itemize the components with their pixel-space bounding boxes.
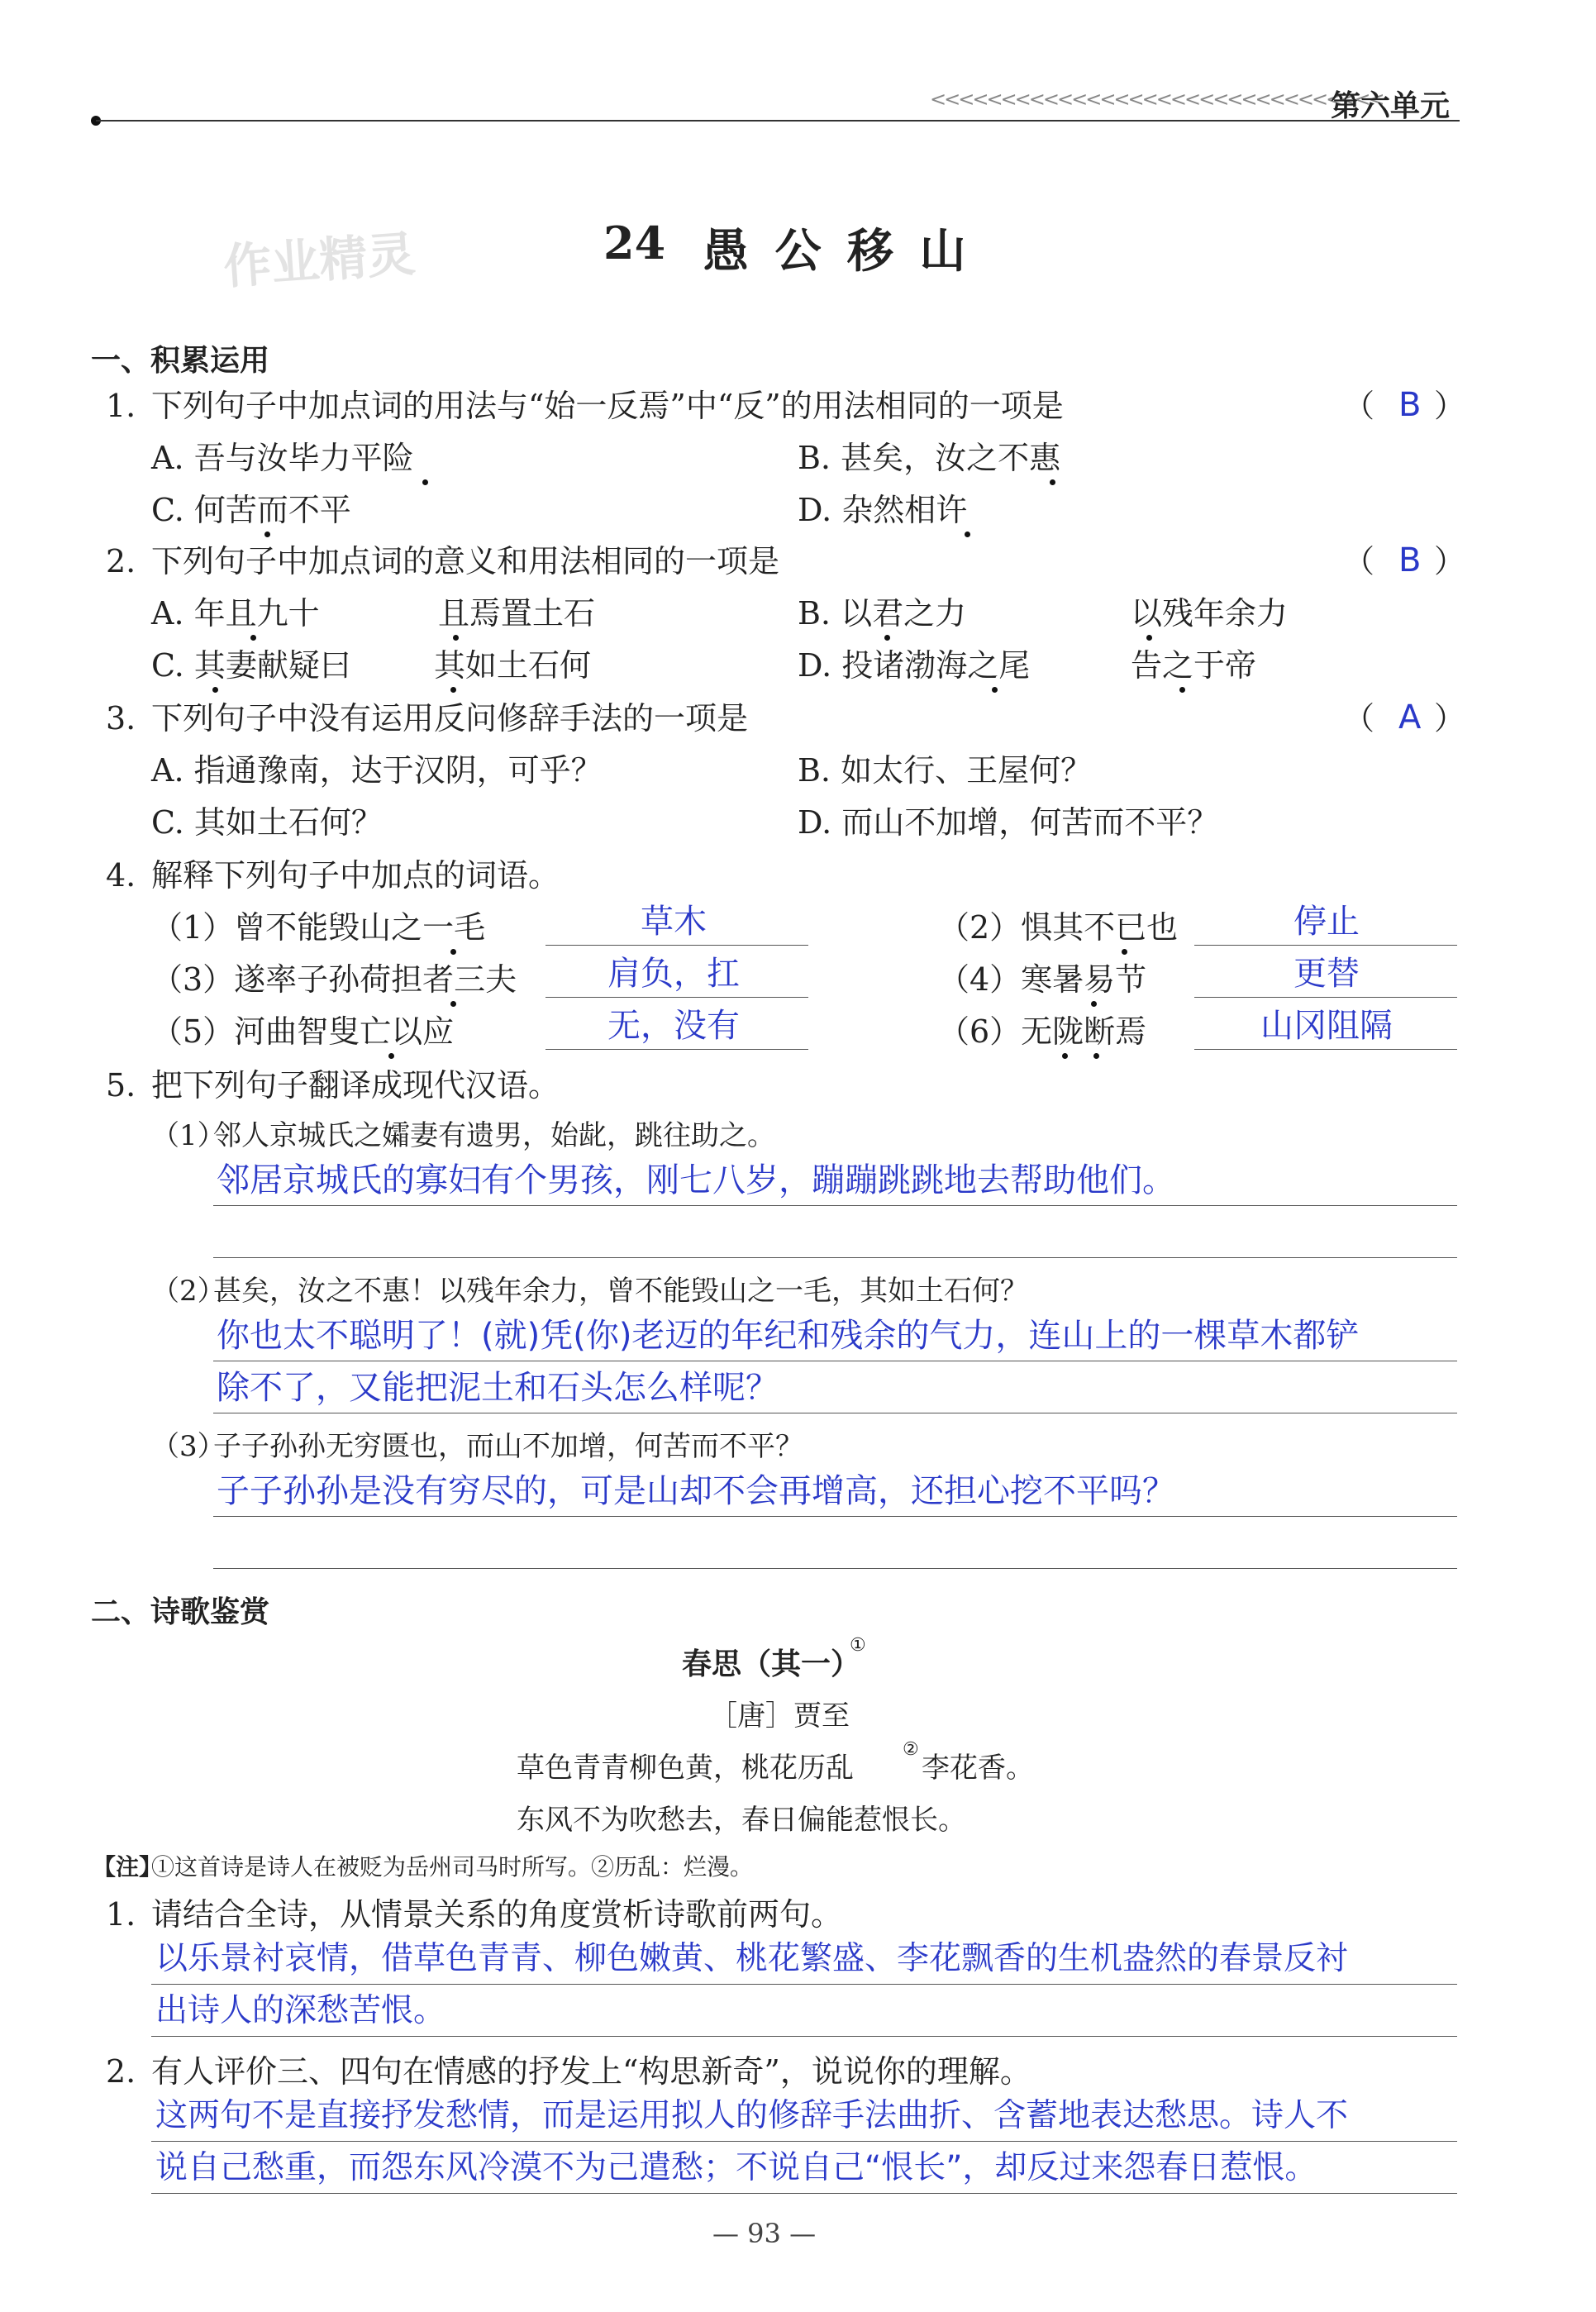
note-text: ①这首诗是诗人在被贬为岳州司马时所写。②历乱：烂漫。 bbox=[151, 1853, 754, 1881]
q2-option-a-1: A. 年且九十 bbox=[151, 595, 320, 632]
emphasis-dot bbox=[992, 687, 998, 693]
answer-line bbox=[1194, 997, 1457, 998]
lesson-number: 24 bbox=[603, 217, 666, 269]
q5-item-1-label: （1） bbox=[151, 1119, 226, 1152]
q1-option-a: A. 吾与汝毕力平险 bbox=[151, 440, 414, 476]
q5-item-1-answer: 邻居京城氏的寡妇有个男孩，刚七八岁，蹦蹦跳跳地去帮助他们。 bbox=[217, 1161, 1175, 1199]
q4-item-1-label: （1）曾不能毁山之一毛 bbox=[151, 909, 486, 946]
q5-number: 5. bbox=[106, 1067, 136, 1104]
s2-q2-answer-line2: 说自己愁重，而怨东风冷漠不为己遣愁；不说自己“恨长”，却反过来怨春日惹恨。 bbox=[155, 2149, 1317, 2186]
s2-q1-number: 1. bbox=[106, 1896, 136, 1933]
q4-item-3-label: （3）遂率子孙荷担者三夫 bbox=[151, 961, 517, 998]
q2-option-c-2: 其如土石何 bbox=[434, 647, 592, 684]
q3-option-d: D. 而山不加增，何苦而不平？ bbox=[798, 804, 1219, 841]
s2-q2-number: 2. bbox=[106, 2053, 136, 2090]
unit-label: 第六单元 bbox=[1331, 89, 1451, 123]
q1-bracket-close: ） bbox=[1434, 388, 1466, 424]
emphasis-dot bbox=[453, 635, 459, 641]
emphasis-dot bbox=[388, 1053, 394, 1059]
q1-answer: B bbox=[1398, 386, 1422, 424]
answer-line bbox=[151, 1984, 1457, 1985]
poem-line-1-note: ② bbox=[903, 1739, 919, 1760]
answer-line bbox=[1194, 1049, 1457, 1050]
q4-item-1-answer: 草木 bbox=[641, 903, 707, 941]
poem-title: 春思（其一） bbox=[682, 1647, 861, 1681]
q2-option-b-1: B. 以君之力 bbox=[798, 595, 967, 632]
q3-option-c: C. 其如土石何？ bbox=[151, 804, 383, 841]
answer-line bbox=[545, 1049, 808, 1050]
q3-number: 3. bbox=[106, 700, 136, 737]
poem-line-2: 东风不为吹愁去，春日偏能惹恨长。 bbox=[517, 1804, 966, 1837]
q5-item-2-label: （2） bbox=[151, 1275, 226, 1308]
q4-item-4-answer: 更替 bbox=[1293, 955, 1360, 993]
q4-item-2-label: （2）惧其不已也 bbox=[938, 909, 1179, 946]
q2-stem: 下列句子中加点词的意义和用法相同的一项是 bbox=[151, 543, 780, 579]
emphasis-dot bbox=[422, 479, 428, 485]
q5-item-3-text: 子子孙孙无穷匮也，而山不加增，何苦而不平？ bbox=[213, 1430, 803, 1463]
answer-line bbox=[545, 997, 808, 998]
q4-item-3-answer: 肩负，扛 bbox=[607, 955, 740, 993]
q3-answer: A bbox=[1398, 698, 1422, 737]
s2-q1-answer-line1: 以乐景衬哀情，借草色青青、柳色嫩黄、桃花繁盛、李花飘香的生机盎然的春景反衬 bbox=[155, 1940, 1349, 1977]
header-rule bbox=[96, 120, 1460, 122]
q4-item-4-label: （4）寒暑易节 bbox=[938, 961, 1147, 998]
emphasis-dot bbox=[450, 1001, 456, 1007]
q4-number: 4. bbox=[106, 857, 136, 894]
q5-item-3-answer: 子子孙孙是没有穷尽的，可是山却不会再增高，还担心挖不平吗？ bbox=[217, 1472, 1175, 1510]
s2-q1-stem: 请结合全诗，从情景关系的角度赏析诗歌前两句。 bbox=[151, 1896, 843, 1933]
q4-item-2-answer: 停止 bbox=[1293, 903, 1360, 941]
q1-option-d: D. 杂然相许 bbox=[798, 492, 968, 528]
q3-bracket-open: （ bbox=[1343, 700, 1375, 737]
section-heading-2: 二、诗歌鉴赏 bbox=[91, 1595, 270, 1629]
emphasis-dot bbox=[1091, 1001, 1097, 1007]
emphasis-dot bbox=[264, 532, 270, 537]
emphasis-dot bbox=[1093, 1053, 1099, 1059]
q1-option-c: C. 何苦而不平 bbox=[151, 492, 351, 528]
q2-bracket-open: （ bbox=[1343, 543, 1375, 579]
q2-option-b-2: 以残年余力 bbox=[1131, 595, 1289, 632]
emphasis-dot bbox=[1062, 1053, 1068, 1059]
q2-option-d-2: 告之于帝 bbox=[1131, 647, 1257, 684]
watermark: 作业精灵 bbox=[222, 225, 417, 295]
q3-option-b: B. 如太行、王屋何？ bbox=[798, 752, 1093, 789]
q5-item-1-text: 邻人京城氏之孀妻有遗男，始龀，跳往助之。 bbox=[213, 1119, 775, 1152]
answer-line bbox=[151, 2193, 1457, 2194]
poem-author: ［唐］贾至 bbox=[709, 1699, 850, 1733]
s2-q1-answer-line2: 出诗人的深愁苦恨。 bbox=[155, 1992, 446, 2029]
poem-line-1b: 李花香。 bbox=[922, 1752, 1034, 1785]
q5-stem: 把下列句子翻译成现代汉语。 bbox=[151, 1067, 560, 1104]
emphasis-dot bbox=[450, 687, 456, 693]
answer-line bbox=[213, 1568, 1457, 1569]
emphasis-dot bbox=[965, 532, 970, 537]
emphasis-dot bbox=[212, 687, 218, 693]
answer-line bbox=[213, 1205, 1457, 1206]
page-number: — 93 — bbox=[712, 2218, 817, 2249]
q4-item-5-label: （5）河曲智叟亡以应 bbox=[151, 1013, 455, 1050]
answer-line bbox=[213, 1257, 1457, 1258]
q5-item-2-answer-line1: 你也太不聪明了！(就)凭(你)老迈的年纪和残余的气力，连山上的一棵草木都铲 bbox=[217, 1317, 1360, 1355]
q2-option-c-1: C. 其妻献疑曰 bbox=[151, 647, 351, 684]
q2-option-a-2: 且焉置土石 bbox=[438, 595, 596, 632]
answer-line bbox=[151, 2036, 1457, 2037]
emphasis-dot bbox=[884, 635, 890, 641]
s2-q2-stem: 有人评价三、四句在情感的抒发上“构思新奇”，说说你的理解。 bbox=[151, 2053, 1031, 2090]
q2-option-d-1: D. 投诸渤海之尾 bbox=[798, 647, 1031, 684]
poem-title-note: ① bbox=[850, 1635, 866, 1656]
s2-q2-answer-line1: 这两句不是直接抒发愁情，而是运用拟人的修辞手法曲折、含蓄地表达愁思。诗人不 bbox=[155, 2097, 1349, 2134]
answer-line bbox=[1194, 945, 1457, 946]
q3-stem: 下列句子中没有运用反问修辞手法的一项是 bbox=[151, 700, 749, 737]
q2-bracket-close: ） bbox=[1434, 543, 1466, 579]
emphasis-dot bbox=[1179, 687, 1185, 693]
answer-line bbox=[213, 1516, 1457, 1517]
q2-answer: B bbox=[1398, 541, 1422, 579]
answer-line bbox=[151, 2141, 1457, 2142]
q5-item-2-text: 甚矣，汝之不惠！以残年余力，曾不能毁山之一毛，其如土石何？ bbox=[213, 1275, 1028, 1308]
q5-item-3-label: （3） bbox=[151, 1430, 226, 1463]
q4-item-6-answer: 山冈阻隔 bbox=[1260, 1007, 1393, 1045]
poem-line-1a: 草色青青柳色黄，桃花历乱 bbox=[517, 1752, 854, 1785]
q1-option-b: B. 甚矣，汝之不惠 bbox=[798, 440, 1061, 476]
emphasis-dot bbox=[450, 949, 456, 955]
q2-number: 2. bbox=[106, 543, 136, 579]
q5-item-2-answer-line2: 除不了，又能把泥土和石头怎么样呢？ bbox=[217, 1369, 779, 1407]
q4-item-5-answer: 无，没有 bbox=[607, 1007, 740, 1045]
q3-bracket-close: ） bbox=[1434, 700, 1466, 737]
emphasis-dot bbox=[250, 635, 256, 641]
q3-option-a: A. 指通豫南，达于汉阴，可乎？ bbox=[151, 752, 603, 789]
q1-number: 1. bbox=[106, 388, 136, 424]
q4-stem: 解释下列句子中加点的词语。 bbox=[151, 857, 560, 894]
emphasis-dot bbox=[1146, 635, 1152, 641]
answer-line bbox=[545, 945, 808, 946]
q4-item-6-label: （6）无陇断焉 bbox=[938, 1013, 1147, 1050]
emphasis-dot bbox=[1050, 479, 1055, 485]
note-label: 【注】 bbox=[93, 1853, 163, 1881]
header-chevrons: <<<<<<<<<<<<<<<<<<<<<<<<<<<<<<<< bbox=[930, 88, 1383, 111]
q1-bracket-open: （ bbox=[1343, 388, 1375, 424]
page-title: 愚 公 移 山 bbox=[703, 225, 971, 279]
q1-stem: 下列句子中加点词的用法与“始一反焉”中“反”的用法相同的一项是 bbox=[151, 388, 1064, 424]
emphasis-dot bbox=[1122, 949, 1127, 955]
section-heading-1: 一、积累运用 bbox=[91, 344, 270, 378]
